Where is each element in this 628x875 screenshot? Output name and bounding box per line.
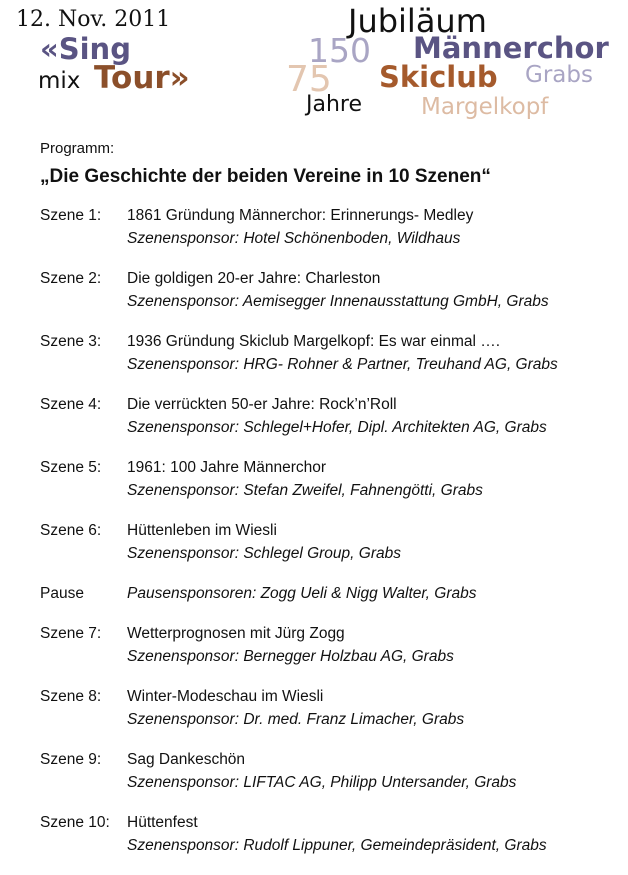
scene-sponsor: Szenensponsor: LIFTAC AG, Philipp Untersander, Grabs xyxy=(127,774,517,791)
scene-sponsor: Szenensponsor: Schlegel Group, Grabs xyxy=(127,545,401,562)
program-title: „Die Geschichte der beiden Vereine in 10 Szenen“ xyxy=(40,166,491,187)
logo-tour: Tour» xyxy=(94,60,190,96)
scene-label: Szene 2: xyxy=(40,270,102,287)
jahre-label: Jahre xyxy=(306,92,363,117)
scene-label: Szene 8: xyxy=(40,688,102,705)
margelkopf-label: Margelkopf xyxy=(421,94,549,120)
scene-label: Szene 7: xyxy=(40,625,102,642)
list-item xyxy=(40,811,620,857)
pause-sponsor: Pausensponsoren: Zogg Ueli & Nigg Walter, Grabs xyxy=(127,585,477,602)
logo-mix: mix xyxy=(38,68,81,94)
scene-title: 1936 Gründung Skiclub Margelkopf: Es war einmal …. xyxy=(127,333,501,350)
program-label: Programm: xyxy=(40,140,115,157)
skiclub-label: Skiclub xyxy=(379,60,498,94)
scene-sponsor: Szenensponsor: Hotel Schönenboden, Wildhaus xyxy=(127,230,461,247)
list-item xyxy=(40,519,620,565)
scene-sponsor: Szenensponsor: Dr. med. Franz Limacher, Grabs xyxy=(127,711,465,728)
scene-label: Szene 4: xyxy=(40,396,102,413)
scene-sponsor: Szenensponsor: Aemisegger Innenausstattung GmbH, Grabs xyxy=(127,293,549,310)
scene-label: Szene 1: xyxy=(40,207,102,224)
scene-sponsor: Szenensponsor: Stefan Zweifel, Fahnengötti, Grabs xyxy=(127,482,483,499)
scene-sponsor: Szenensponsor: Bernegger Holzbau AG, Grabs xyxy=(127,648,454,665)
list-item xyxy=(40,456,620,502)
scene-title: Sag Dankeschön xyxy=(127,751,246,768)
pause-label: Pause xyxy=(40,585,84,602)
scene-label: Szene 5: xyxy=(40,459,102,476)
scene-title: Wetterprognosen mit Jürg Zogg xyxy=(127,625,345,642)
event-date: 12. Nov. 2011 xyxy=(16,7,171,32)
scene-title: Winter-Modeschau im Wiesli xyxy=(127,688,324,705)
list-item xyxy=(40,685,620,731)
jubilaeum-heading: Jubiläum xyxy=(348,2,487,40)
program-content xyxy=(40,140,620,857)
grabs-label: Grabs xyxy=(525,62,593,88)
number-150: 150 xyxy=(308,31,371,70)
maennerchor-label: Männerchor xyxy=(413,31,609,65)
scene-label: Szene 9: xyxy=(40,751,102,768)
scene-label: Szene 10: xyxy=(40,814,110,831)
list-item xyxy=(40,748,620,794)
list-item xyxy=(40,330,620,376)
scene-title: 1861 Gründung Männerchor: Erinnerungs- Medley xyxy=(127,207,474,224)
list-item xyxy=(40,204,620,250)
header-logo-area xyxy=(0,0,628,130)
scene-sponsor: Szenensponsor: Rudolf Lippuner, Gemeindepräsident, Grabs xyxy=(127,837,547,854)
scene-label: Szene 3: xyxy=(40,333,102,350)
list-item-pause xyxy=(40,582,620,605)
list-item xyxy=(40,267,620,313)
scene-list xyxy=(40,204,620,857)
scene-title: Die goldigen 20-er Jahre: Charleston xyxy=(127,270,381,287)
list-item xyxy=(40,622,620,668)
logo-sing: «Sing xyxy=(40,32,131,66)
scene-title: Hüttenleben im Wiesli xyxy=(127,522,277,539)
scene-title: Die verrückten 50-er Jahre: Rock’n’Roll xyxy=(127,396,397,413)
number-75: 75 xyxy=(286,59,332,100)
scene-sponsor: Szenensponsor: HRG- Rohner & Partner, Treuhand AG, Grabs xyxy=(127,356,558,373)
scene-label: Szene 6: xyxy=(40,522,102,539)
scene-sponsor: Szenensponsor: Schlegel+Hofer, Dipl. Architekten AG, Grabs xyxy=(127,419,547,436)
scene-title: Hüttenfest xyxy=(127,814,198,831)
list-item xyxy=(40,393,620,439)
scene-title: 1961: 100 Jahre Männerchor xyxy=(127,459,327,476)
